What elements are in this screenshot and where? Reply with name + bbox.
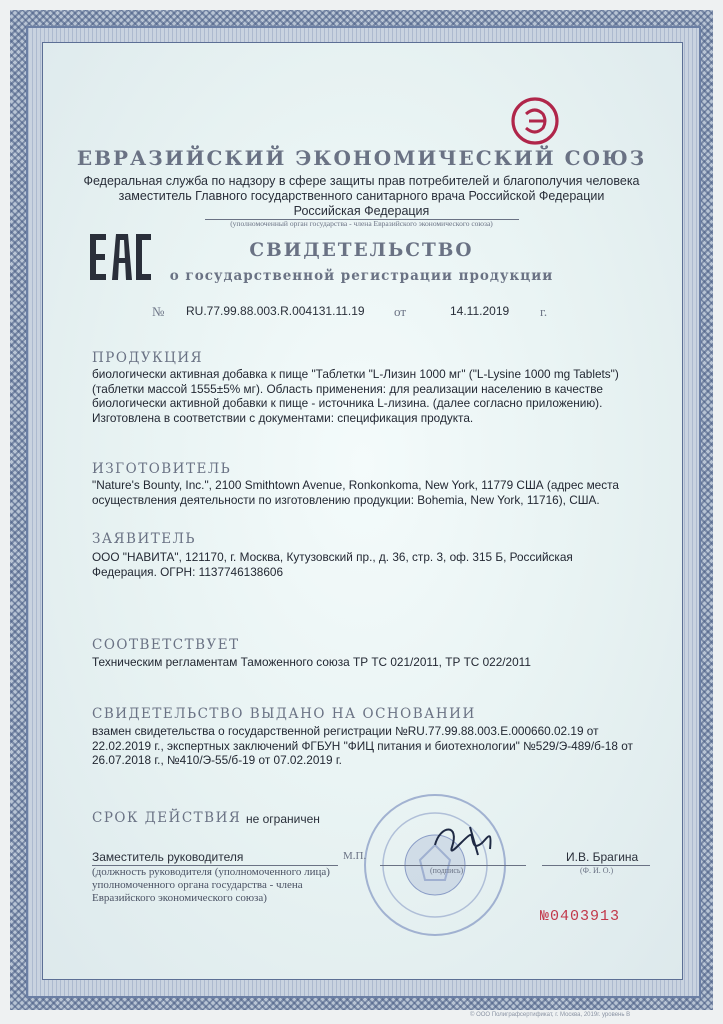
eeu-logo-icon	[510, 96, 560, 146]
year-suffix: г.	[540, 304, 548, 319]
product-heading: ПРОДУКЦИЯ	[92, 350, 204, 366]
applicant-text: ООО "НАВИТА", 121170, г. Москва, Кутузовский пр., д. 36, стр. 3, оф. 315 Б, Российская Федерация. ОГРН: 1137746138606	[92, 550, 573, 579]
form-serial-number: №0403913	[540, 908, 621, 925]
name-caption: (Ф. И. О.)	[580, 866, 614, 875]
applicant-heading: ЗАЯВИТЕЛЬ	[92, 531, 196, 547]
union-title: ЕВРАЗИЙСКИЙ ЭКОНОМИЧЕСКИЙ СОЮЗ	[76, 146, 647, 170]
manufacturer-heading: ИЗГОТОВИТЕЛЬ	[92, 461, 232, 477]
signatory-name: И.В. Брагина	[566, 850, 639, 864]
from-label: от	[394, 304, 407, 319]
registration-date: 14.11.2019	[450, 304, 510, 318]
basis-heading: СВИДЕТЕЛЬСТВО ВЫДАНО НА ОСНОВАНИИ	[92, 706, 476, 722]
validity-heading: СРОК ДЕЙСТВИЯ	[92, 810, 242, 826]
agency-line-2: заместитель Главного государственного санитарного врача Российской Федерации	[118, 189, 605, 203]
printer-note: © ООО Полиграфсертификат, г. Москва, 2019г. уровень В	[470, 1012, 631, 1018]
issuing-agency	[70, 174, 653, 219]
certificate-subtitle: о государственной регистрации продукции	[169, 268, 554, 284]
certificate-title: СВИДЕТЕЛЬСТВО	[249, 240, 474, 261]
seal-place-label: М.П.	[343, 850, 367, 862]
product-text: биологически активная добавка к пище "Таблетки "L-Лизин 1000 мг" ("L-Lysine 1000 mg Tablets") (таблетки массой 1555±5% мг). Область применения: для реализации населению в качестве биологически активной добавки к пище - источника L-лизина. (далее согласно приложению). Изготовлена в соответствии с документами: спецификация продукта.	[92, 367, 619, 425]
complies-heading: СООТВЕТСТВУЕТ	[92, 637, 240, 653]
agency-line-3: Российская Федерация	[293, 204, 430, 218]
number-label: №	[152, 304, 165, 319]
complies-text: Техническим регламентам Таможенного союза ТР ТС 021/2011, ТР ТС 022/2011	[92, 655, 531, 669]
agency-caption: (уполномоченный орган государства - члена Евразийского экономического союза)	[230, 219, 493, 228]
registration-number: RU.77.99.88.003.R.004131.11.19	[186, 304, 365, 318]
signatory-position: Заместитель руководителя	[92, 850, 244, 864]
validity-value: не ограничен	[246, 812, 320, 826]
position-caption: (должность руководителя (уполномоченного лица) уполномоченного органа государства - члена Евразийского экономического союза)	[92, 866, 330, 904]
signature-icon	[430, 815, 505, 863]
eac-mark-icon	[88, 230, 152, 284]
basis-text: взамен свидетельства о государственной регистрации №RU.77.99.88.003.Е.000660.02.19 от 22.02.2019 г., экспертных заключений ФГБУН "ФИЦ питания и биотехнологии" №529/Э-489/б-18 от 26.07.2018 г., №410/Э-55/б-19 от 07.02.2019 г.	[92, 724, 633, 767]
manufacturer-text: "Nature's Bounty, Inc.", 2100 Smithtown Avenue, Ronkonkoma, New York, 11779 США (адрес места осуществления деятельности по изготовлению продукции: Bohemia, New York, 11716), США.	[92, 478, 619, 507]
signature-caption: (подпись)	[430, 866, 464, 875]
agency-line-1: Федеральная служба по надзору в сфере защиты прав потребителей и благополучия человека	[83, 174, 640, 188]
